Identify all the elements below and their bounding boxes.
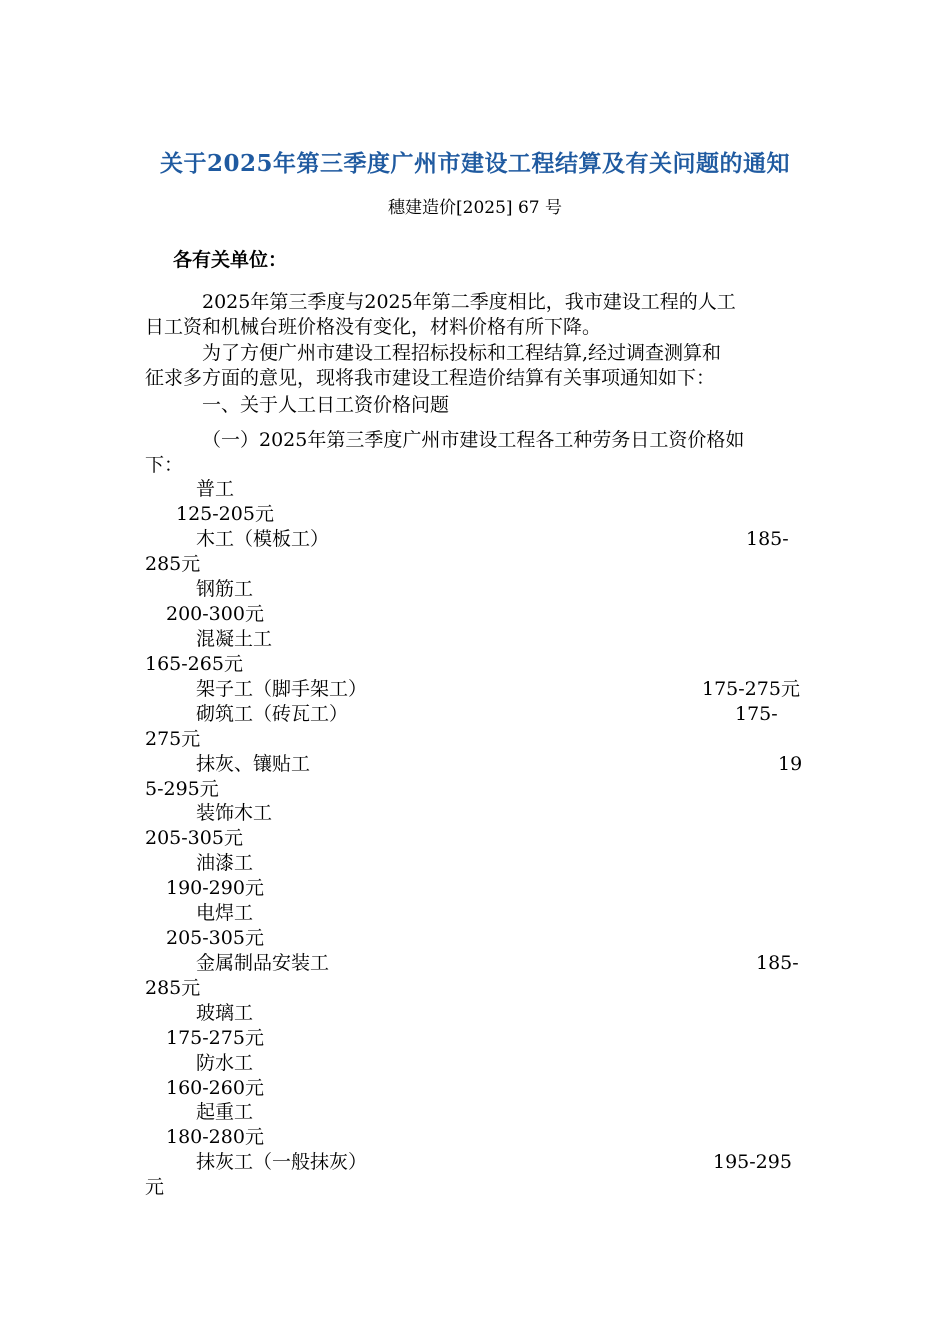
wage-price-continued: 285元	[145, 977, 201, 999]
paragraph-2-line-1: 为了方便广州市建设工程招标投标和工程结算,经过调查测算和	[202, 342, 722, 364]
wage-price: 19	[778, 753, 803, 775]
wage-name: 抹灰、镶贴工	[196, 753, 311, 775]
wage-name: 木工（模板工）	[196, 528, 330, 550]
wage-price: 195-295	[713, 1151, 792, 1173]
wage-price: 180-280元	[166, 1126, 264, 1148]
wage-price: 175-275元	[702, 678, 800, 700]
wage-price: 190-290元	[166, 877, 264, 899]
wage-name: 抹灰工（一般抹灰）	[196, 1151, 368, 1173]
wage-price: 175-	[735, 703, 778, 725]
wage-name: 装饰木工	[196, 802, 273, 824]
paragraph-1	[145, 290, 805, 340]
wage-name: 金属制品安装工	[196, 952, 330, 974]
wage-name: 砌筑工（砖瓦工）	[196, 703, 349, 725]
wage-name: 电焊工	[196, 902, 254, 924]
wage-name: 钢筋工	[196, 578, 254, 600]
wage-price-continued: 元	[145, 1176, 165, 1198]
section-heading	[145, 393, 805, 418]
section-heading-text: 一、关于人工日工资价格问题	[202, 394, 450, 416]
wage-name: 油漆工	[196, 852, 254, 874]
wage-price: 205-305元	[166, 927, 264, 949]
salutation: 各有关单位：	[173, 249, 288, 271]
wage-price: 125-205元	[176, 503, 274, 525]
document-title: 关于2025年第三季度广州市建设工程结算及有关问题的通知	[159, 150, 790, 177]
subsection-line-2: 下：	[145, 454, 184, 476]
wage-price-continued: 275元	[145, 728, 201, 750]
wage-name: 普工	[196, 478, 235, 500]
subsection-line-1: （一）2025年第三季度广州市建设工程各工种劳务日工资价格如	[202, 429, 745, 451]
wage-price: 175-275元	[166, 1027, 264, 1049]
paragraph-1-line-1: 2025年第三季度与2025年第二季度相比，我市建设工程的人工	[202, 291, 736, 313]
wage-price-continued: 285元	[145, 553, 201, 575]
paragraph-2	[145, 341, 805, 391]
subsection-heading	[145, 428, 805, 478]
wage-price: 185-	[756, 952, 799, 974]
wage-price: 160-260元	[166, 1077, 264, 1099]
paragraph-1-line-2: 日工资和机械台班价格没有变化，材料价格有所下降。	[145, 316, 602, 338]
wage-name: 架子工（脚手架工）	[196, 678, 368, 700]
wage-name: 防水工	[196, 1052, 254, 1074]
wage-price: 185-	[746, 528, 789, 550]
wage-price: 200-300元	[166, 603, 264, 625]
wage-name: 玻璃工	[196, 1002, 254, 1024]
wage-price-continued: 5-295元	[145, 778, 219, 800]
wage-name: 起重工	[196, 1101, 254, 1123]
wage-price: 165-265元	[145, 653, 243, 675]
document-number: 穗建造价[2025] 67 号	[388, 198, 562, 218]
wage-price: 205-305元	[145, 827, 243, 849]
wage-name: 混凝土工	[196, 628, 273, 650]
paragraph-2-line-2: 征求多方面的意见，现将我市建设工程造价结算有关事项通知如下：	[145, 367, 716, 389]
